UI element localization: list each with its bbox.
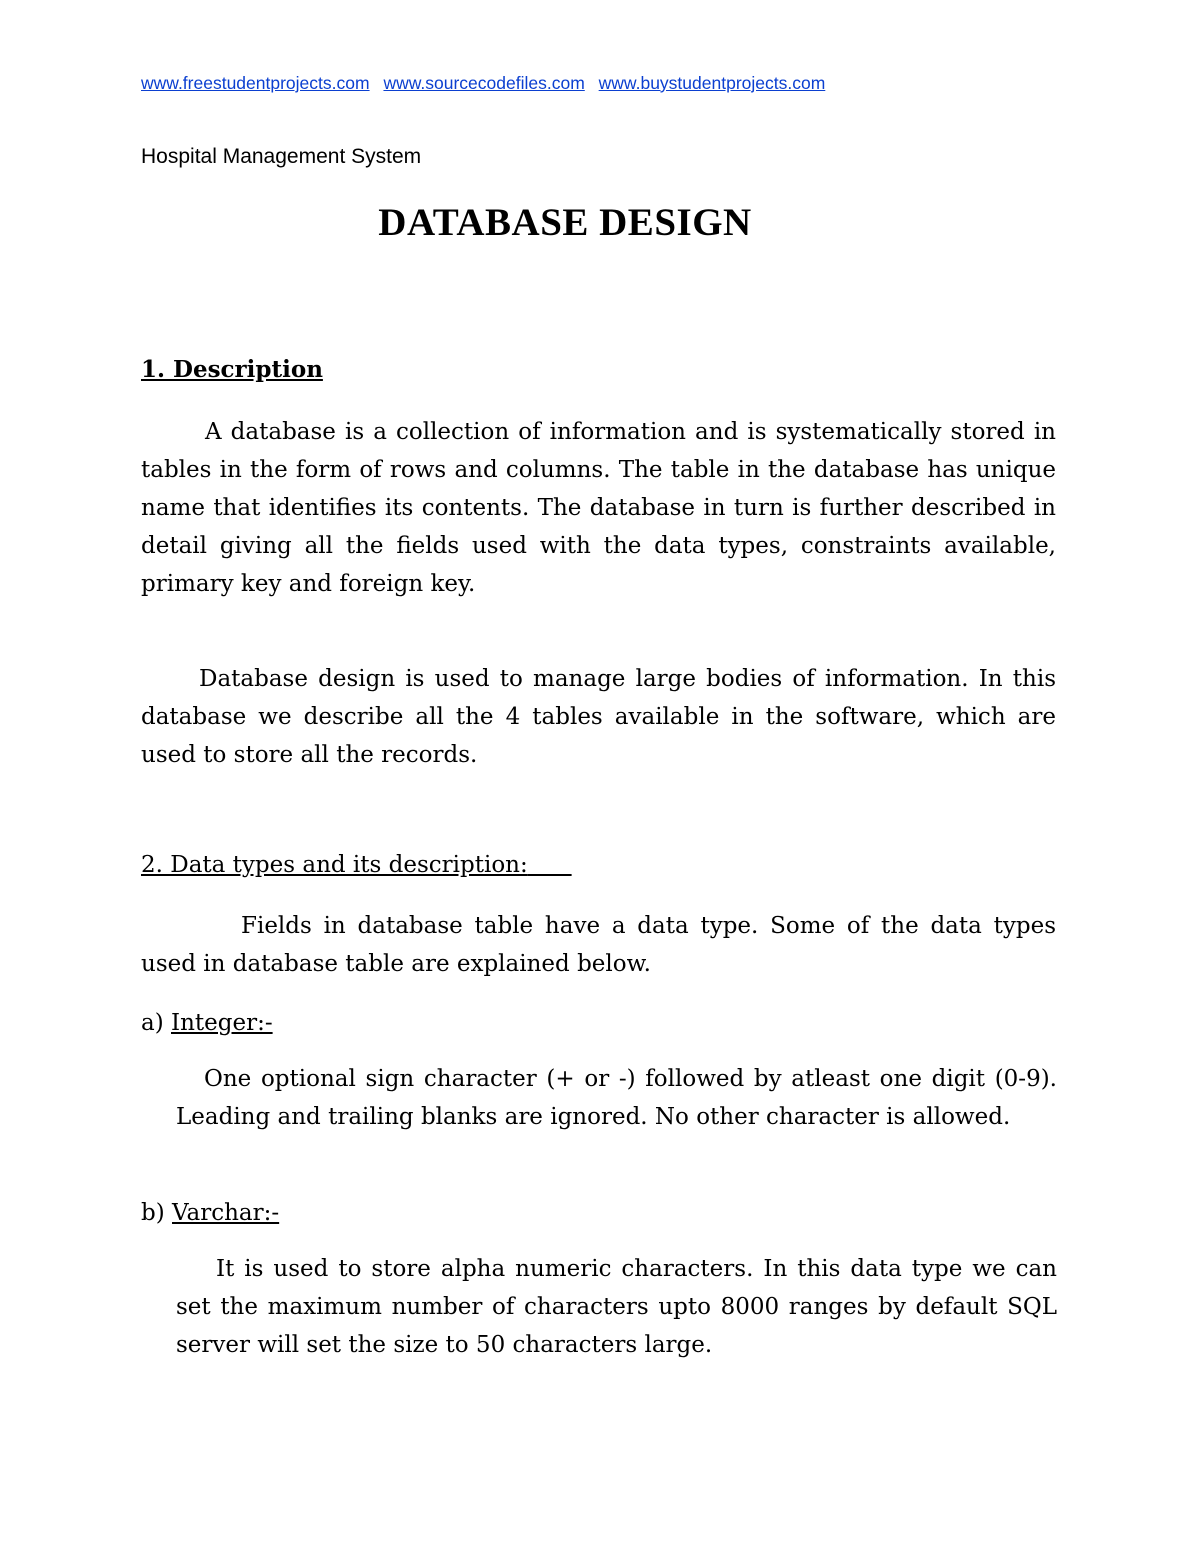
description-paragraph-1: A database is a collection of information and is systematically stored in tables in the form of rows and columns. The table in the database has unique name that identifies its contents. The database in turn is further described in detail giving all the fields used with the data types, constraints available, primary key and foreign key. — [141, 419, 1056, 597]
section-heading-description: 1. Description — [141, 356, 323, 383]
document-title: DATABASE DESIGN — [378, 201, 752, 244]
integer-description: One optional sign character (+ or -) followed by atleast one digit (0-9). Leading and trailing blanks are ignored. No other character is allowed. — [176, 1066, 1057, 1130]
item-marker: a) — [141, 1010, 164, 1036]
data-types-intro: Fields in database table have a data type. Some of the data types used in database table are explained below. — [141, 913, 1056, 977]
item-label-varchar: Varchar:- — [172, 1200, 280, 1226]
section-heading-data-types — [141, 852, 572, 878]
varchar-description: It is used to store alpha numeric characters. In this data type we can set the maximum number of characters upto 8000 ranges by default SQL server will set the size to 50 characters large. — [176, 1256, 1057, 1358]
item-label-integer: Integer:- — [171, 1010, 273, 1036]
link-freestudentprojects[interactable]: www.freestudentprojects.com — [141, 73, 370, 93]
link-sourcecodefiles[interactable]: www.sourcecodefiles.com — [383, 73, 585, 93]
description-paragraph-2: Database design is used to manage large bodies of information. In this database we describe all the 4 tables available in the software, which are used to store all the records. — [141, 666, 1056, 768]
data-type-item-integer — [141, 1004, 273, 1042]
link-buystudentprojects[interactable]: www.buystudentprojects.com — [598, 73, 826, 93]
header-links — [141, 73, 834, 94]
data-type-item-varchar — [141, 1194, 279, 1232]
item-marker: b) — [141, 1200, 165, 1226]
data-types-heading-text: 2. Data types and its description: — [141, 852, 528, 878]
project-name: Hospital Management System — [141, 145, 422, 168]
